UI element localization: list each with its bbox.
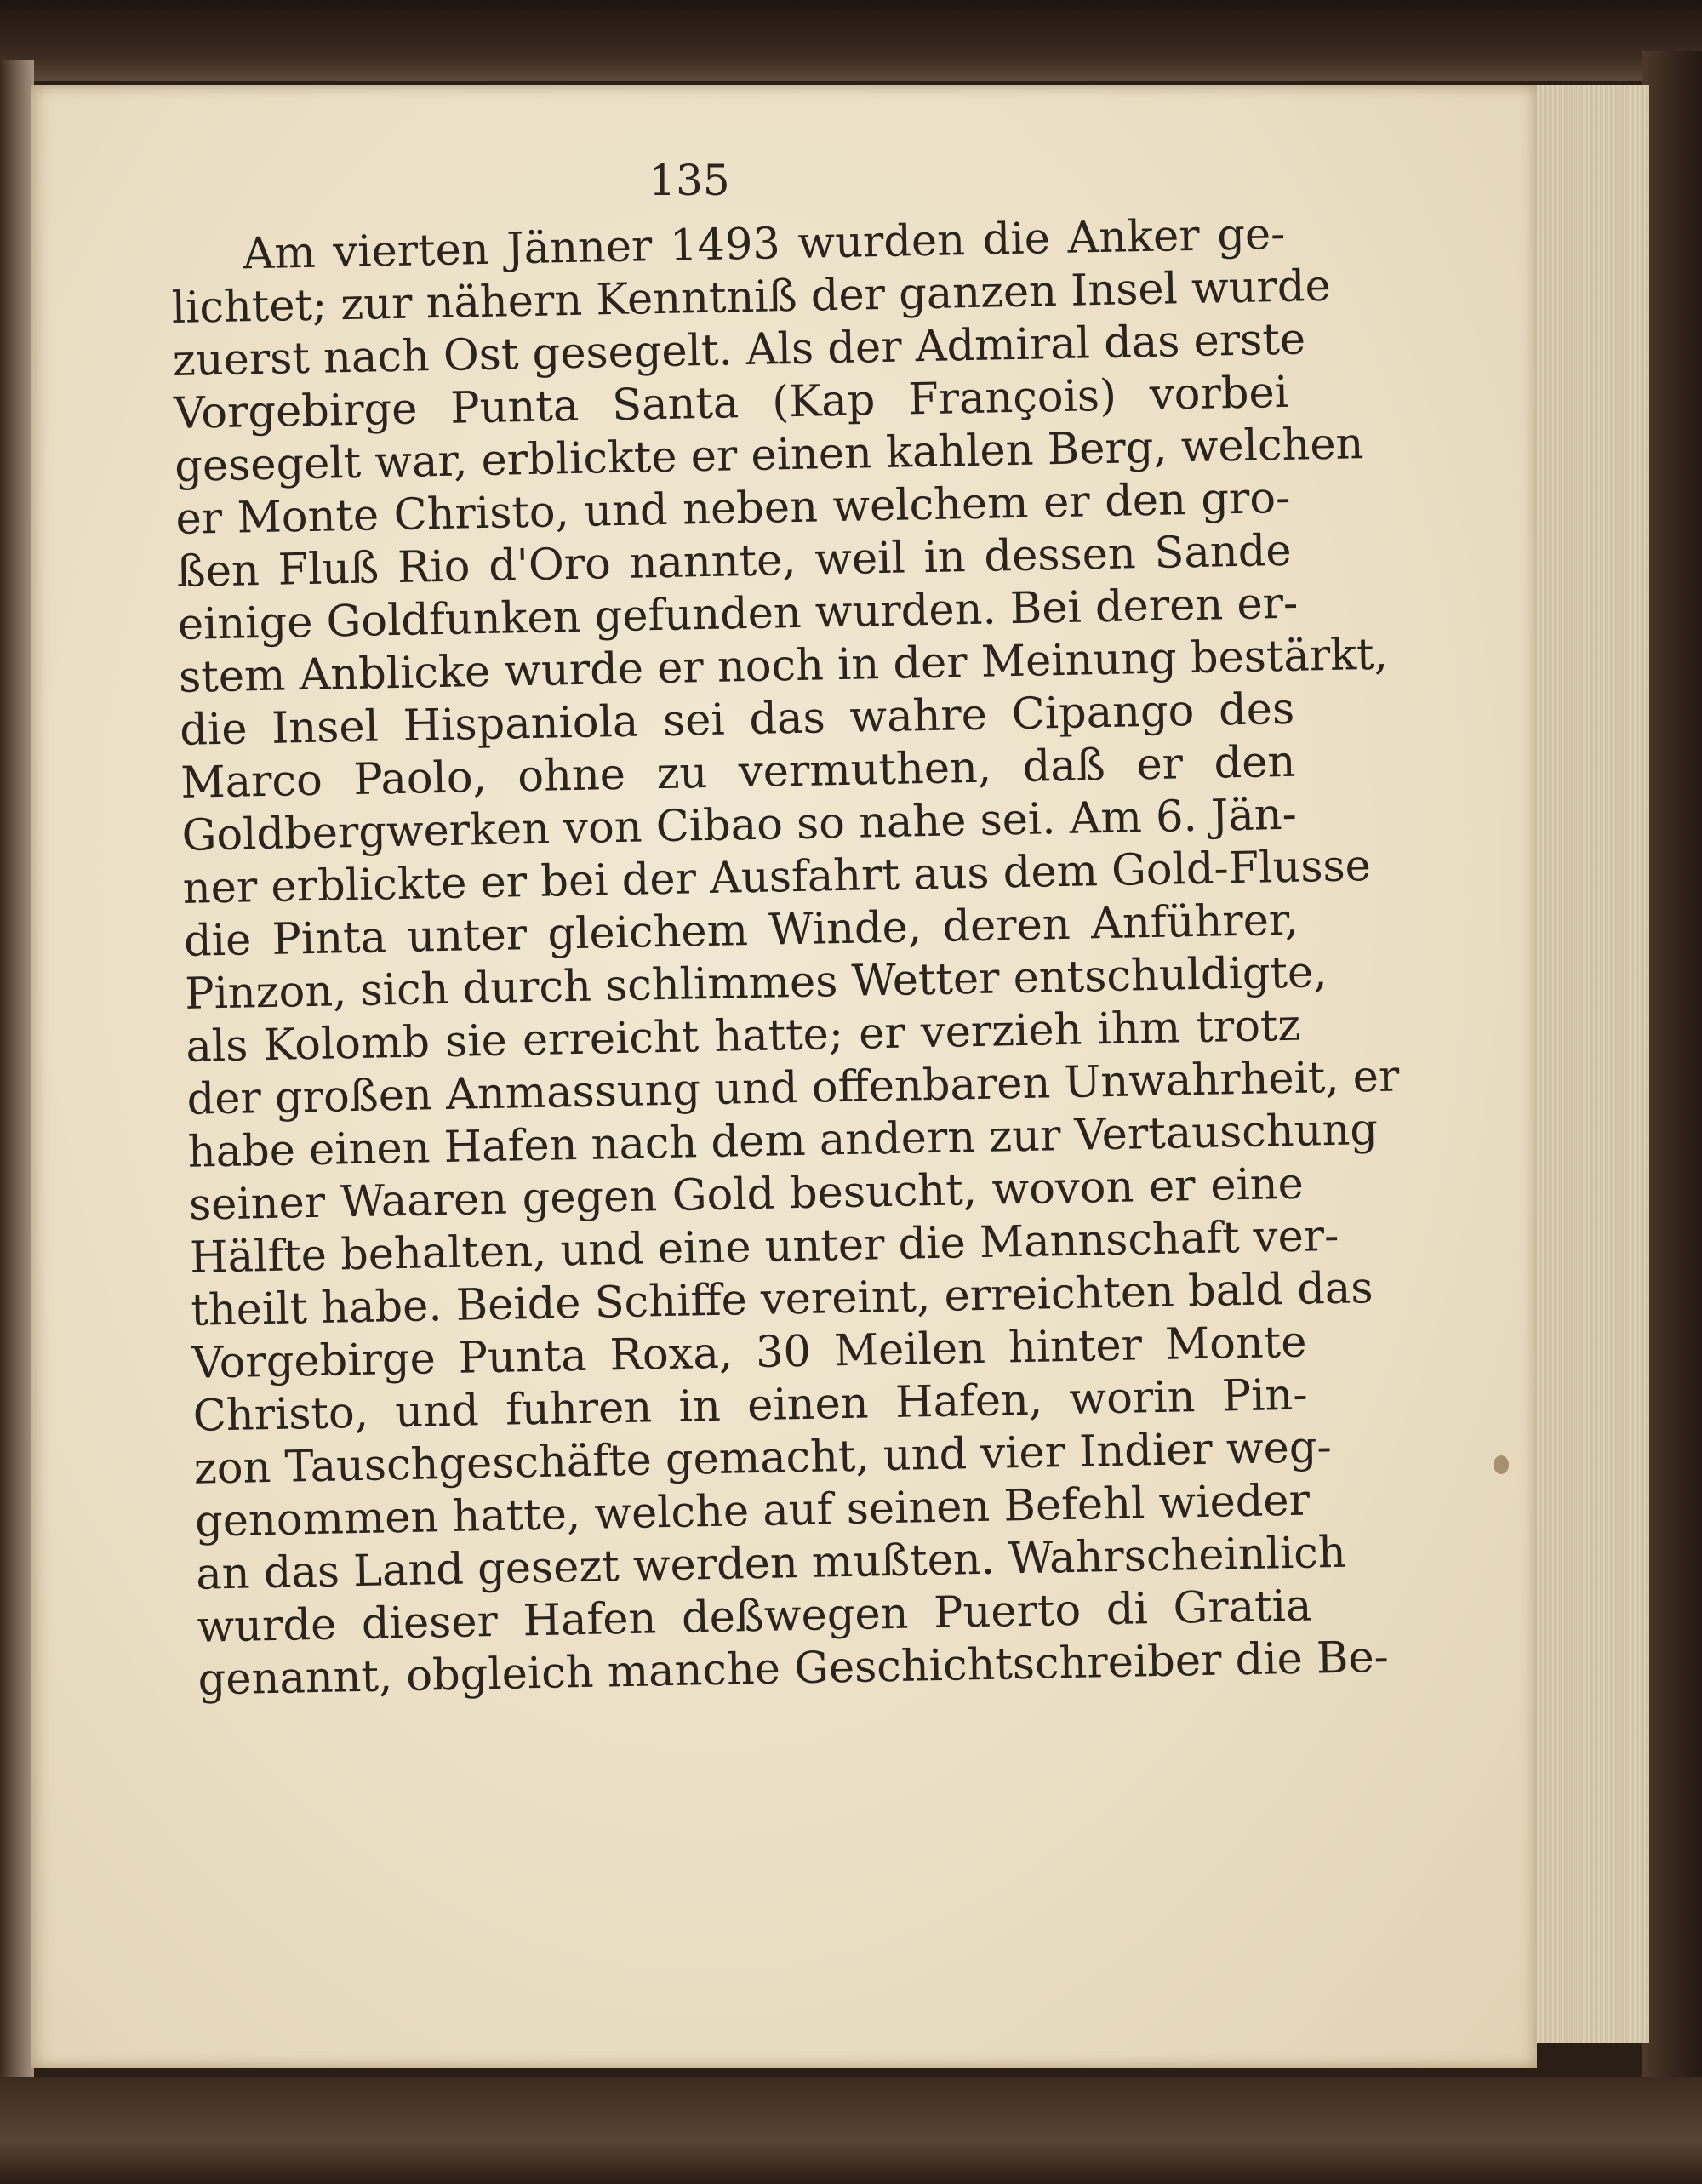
text-line: zon Tauschgeschäfte gemacht, und vier Indier weg-	[193, 1422, 1333, 1495]
text-line: ßen Fluß Rio d'Oro nannte, weil in dessen Sande	[176, 525, 1293, 597]
text-line: Marco Paolo, ohne zu vermuthen, daß er den	[180, 736, 1296, 809]
text-line: Hälfte behalten, und eine unter die Mannschaft ver-	[189, 1210, 1339, 1284]
text-line: lichtet; zur nähern Kenntniß der ganzen Insel wurde	[171, 260, 1332, 334]
text-line: die Pinta unter gleichem Winde, deren Anführer,	[183, 895, 1299, 967]
book-cover-right	[1642, 51, 1702, 2119]
text-line: Vorgebirge Punta Santa (Kap François) vorbei	[173, 367, 1289, 439]
text-line: Am vierten Jänner 1493 wurden die Anker ge-	[243, 209, 1286, 280]
text-line: Pinzon, sich durch schlimmes Wetter entschuldigte,	[184, 947, 1328, 1020]
text-line: wurde dieser Hafen deßwegen Puerto di Gratia	[196, 1581, 1312, 1653]
text-line: Goldbergwerken von Cibao so nahe sei. Am 6. Jän-	[181, 789, 1298, 861]
page-edges	[1532, 85, 1649, 2043]
text-line: er Monte Christo, und neben welchem er den gro-	[174, 472, 1291, 545]
text-line: an das Land gesezt werden mußten. Wahrscheinlich	[195, 1527, 1347, 1600]
text-line: die Insel Hispaniola sei das wahre Cipango des	[179, 683, 1295, 756]
paper-stain	[1494, 1455, 1509, 1474]
text-line: Christo, und fuhren in einen Hafen, worin Pin-	[192, 1369, 1309, 1442]
text-line: einige Goldfunken gefunden wurden. Bei deren er-	[177, 578, 1299, 650]
text-line: habe einen Hafen nach dem andern zur Vertauschung	[187, 1104, 1379, 1178]
text-line: genannt, obgleich manche Geschichtschreiber die Be-	[197, 1632, 1390, 1706]
text-line: gesegelt war, erblickte er einen kahlen Berg, welchen	[174, 419, 1364, 492]
text-line: seiner Waaren gegen Gold besucht, wovon er eine	[188, 1158, 1305, 1231]
page-number: 135	[648, 156, 730, 205]
text-line: genommen hatte, welche auf seinen Befehl wieder	[194, 1475, 1311, 1547]
book-cover-bottom	[0, 2077, 1702, 2184]
text-line: der großen Anmassung und offenbaren Unwahrheit, er	[186, 1051, 1400, 1125]
body-text	[170, 209, 1400, 1813]
text-line: ner erblickte er bei der Ausfahrt aus dem Gold-Flusse	[182, 841, 1372, 914]
text-line: Vorgebirge Punta Roxa, 30 Meilen hinter Monte	[191, 1317, 1307, 1389]
text-line: zuerst nach Ost gesegelt. Als der Admiral das erste	[172, 314, 1306, 386]
book-gutter-left	[0, 60, 34, 2085]
text-line: stem Anblicke wurde er noch in der Meinung bestärkt,	[178, 629, 1389, 703]
text-line: als Kolomb sie erreicht hatte; er verzieh ihm trotz	[185, 1000, 1301, 1072]
text-line: theilt habe. Beide Schiffe vereint, erreichten bald das	[190, 1263, 1374, 1336]
book-cover-top	[0, 0, 1702, 81]
